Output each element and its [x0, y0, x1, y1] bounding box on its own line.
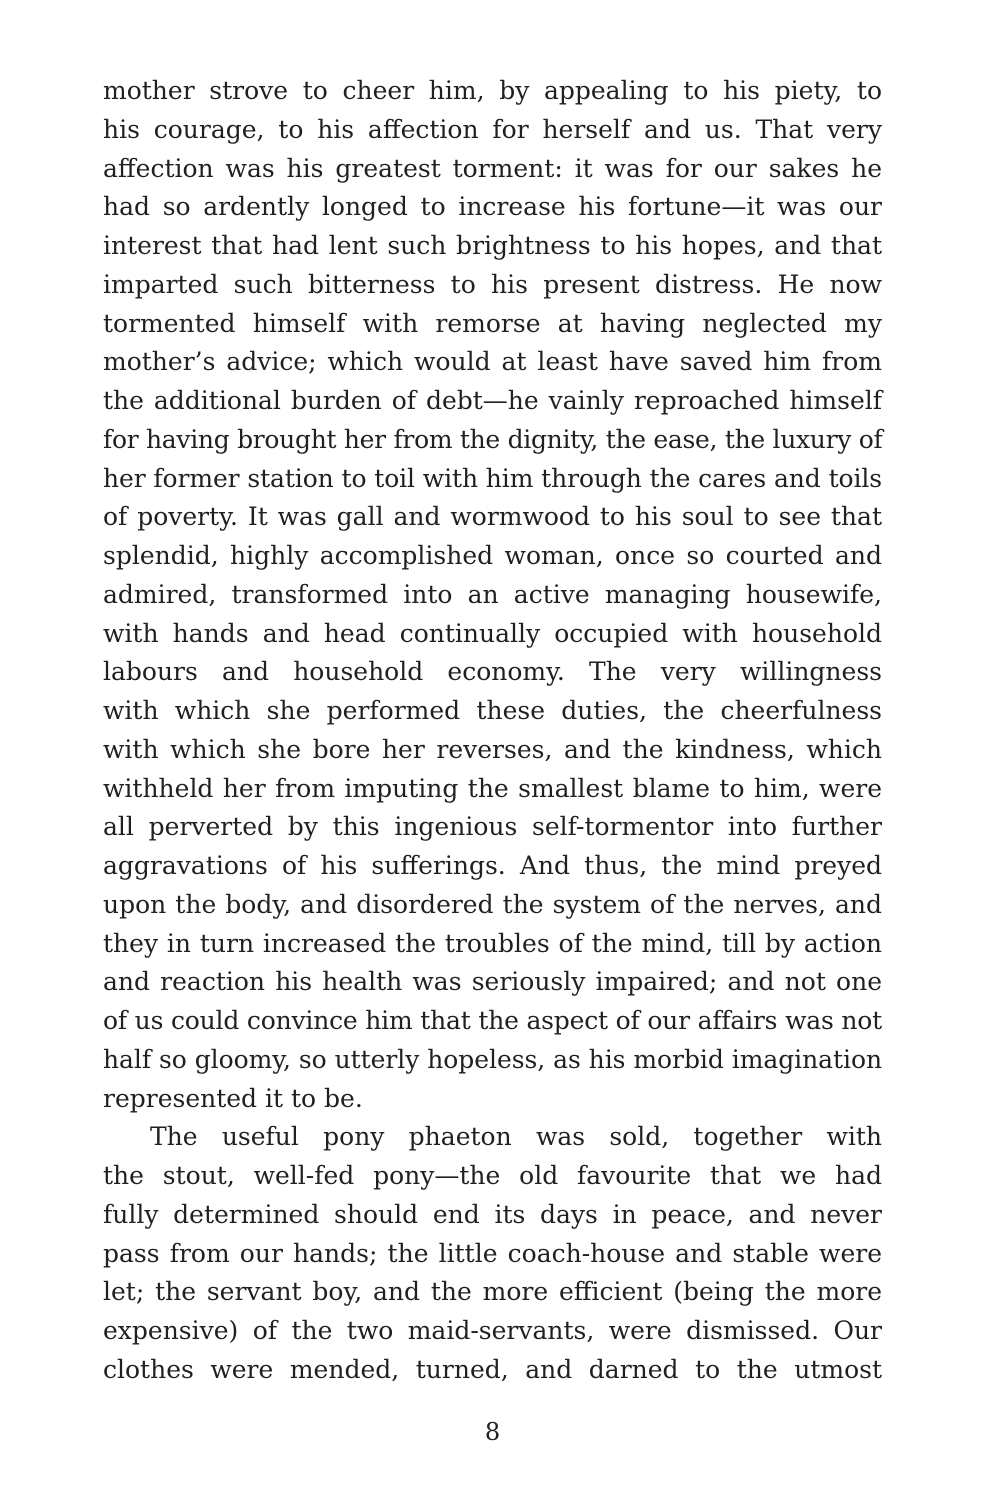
text-line: fully determined should end its days in peace, and never	[103, 1199, 882, 1229]
text-line: labours and household economy. The very willingness	[103, 657, 882, 687]
text-line: clothes were mended, turned, and darned to the utmost	[103, 1354, 882, 1384]
text-line: her former station to toil with him through the cares and toils	[103, 463, 882, 493]
text-line: mother’s advice; which would at least have saved him from	[103, 347, 882, 377]
body-text	[103, 72, 882, 1390]
text-line: The useful pony phaeton was sold, together with	[150, 1122, 882, 1152]
text-line: pass from our hands; the little coach-house and stable were	[103, 1238, 882, 1268]
text-line: for having brought her from the dignity, the ease, the luxury of	[103, 424, 883, 454]
text-line: and reaction his health was seriously impaired; and not one	[103, 967, 882, 997]
text-line: aggravations of his sufferings. And thus, the mind preyed	[103, 851, 882, 880]
text-line: imparted such bitterness to his present distress. He now	[103, 269, 882, 299]
text-line: the stout, well-fed pony—the old favourite that we had	[103, 1161, 882, 1190]
text-line: admired, transformed into an active managing housewife,	[103, 579, 882, 609]
text-line: mother strove to cheer him, by appealing to his piety, to	[103, 76, 882, 105]
text-line: upon the body, and disordered the system of the nerves, and	[103, 889, 882, 919]
text-line: represented it to be.	[103, 1083, 363, 1113]
text-line: the additional burden of debt—he vainly reproached himself	[103, 386, 882, 415]
text-line: expensive) of the two maid-servants, were dismissed. Our	[103, 1316, 882, 1345]
text-line: with which she bore her reverses, and the kindness, which	[103, 734, 882, 764]
text-line: interest that had lent such brightness to his hopes, and that	[103, 231, 882, 260]
text-line: of poverty. It was gall and wormwood to his soul to see that	[103, 502, 882, 532]
paragraph-1	[103, 72, 882, 1118]
text-line: they in turn increased the troubles of the mind, till by action	[103, 928, 882, 958]
text-line: with which she performed these duties, the cheerfulness	[103, 696, 882, 725]
text-line: withheld her from imputing the smallest blame to him, were	[103, 773, 882, 803]
text-line: of us could convince him that the aspect of our affairs was not	[103, 1006, 882, 1035]
text-line: his courage, to his affection for herself and us. That very	[103, 114, 882, 144]
page-number: 8	[484, 1418, 501, 1446]
text-line: had so ardently longed to increase his fortune—it was our	[103, 192, 882, 222]
paragraph-2	[103, 1118, 882, 1389]
text-line: half so gloomy, so utterly hopeless, as his morbid imagination	[103, 1044, 882, 1074]
text-line: splendid, highly accomplished woman, once so courted and	[103, 541, 882, 570]
text-line: with hands and head continually occupied with household	[103, 618, 882, 648]
text-line: let; the servant boy, and the more efficient (being the more	[103, 1277, 882, 1307]
text-line: tormented himself with remorse at having neglected my	[103, 308, 882, 338]
text-line: affection was his greatest torment: it was for our sakes he	[103, 153, 882, 183]
text-line: all perverted by this ingenious self-tormentor into further	[103, 812, 882, 842]
